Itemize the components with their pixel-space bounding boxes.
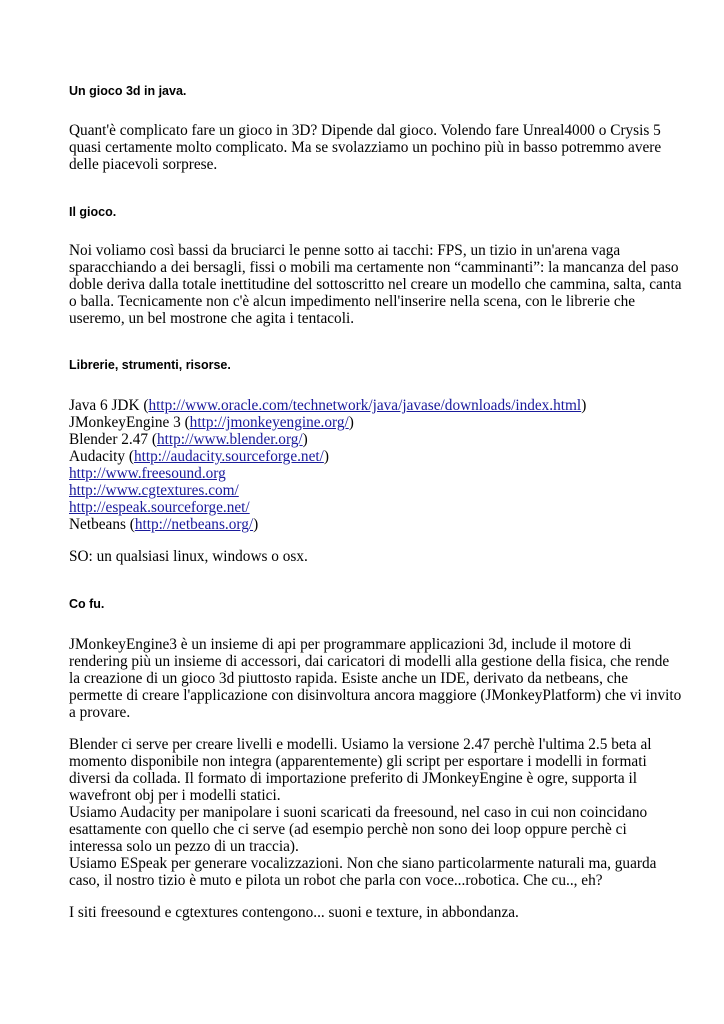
- section-heading-libraries: Librerie, strumenti, risorse.: [69, 358, 231, 372]
- resource-item: [69, 465, 669, 482]
- os-line: SO: un qualsiasi linux, windows o osx.: [69, 548, 308, 565]
- resource-item: [69, 499, 669, 516]
- intro-line: delle piacevoli sorprese.: [69, 156, 218, 173]
- intro-line: Quant'è complicato fare un gioco in 3D? Dipende dal gioco. Volendo fare Unreal4000 o Crysis 5: [69, 122, 661, 139]
- cofu-line: rendering più un insieme di accessori, dai caricatori di modelli alla gestione della fisica, che rende: [69, 653, 670, 670]
- section-heading-cofu: Co fu.: [69, 597, 105, 611]
- cofu-line: JMonkeyEngine3 è un insieme di api per programmare applicazioni 3d, include il motore di: [69, 636, 632, 653]
- resource-item: [69, 482, 669, 499]
- game-line: sparacchiando a dei bersagli, fissi o mobili ma certamente non “camminanti”: la mancanza del paso: [69, 259, 679, 276]
- cofu-line: wavefront obj per i modelli statici.: [69, 787, 281, 804]
- section-heading-game: Il gioco.: [69, 205, 117, 219]
- resources-list: [69, 397, 669, 533]
- cofu-line: esattamente con quello che ci serve (ad esempio perchè non sono dei loop oppure perchè ci: [69, 821, 627, 838]
- cofu-line: I siti freesound e cgtextures contengono... suoni e texture, in abbondanza.: [69, 904, 519, 921]
- cofu-line: a provare.: [69, 704, 131, 721]
- resource-link[interactable]: http://espeak.sourceforge.net/: [69, 499, 250, 516]
- cofu-line: momento disponibile non integra (apparentemente) gli script per esportare i modelli in formati: [69, 753, 647, 770]
- intro-paragraph: [69, 122, 669, 173]
- game-line: o balla. Tecnicamente non c'è alcun impedimento nell'inserire nella scena, con le librerie che: [69, 293, 636, 310]
- resource-item: JMonkeyEngine 3 (http://jmonkeyengine.org/): [69, 414, 354, 431]
- cofu-line: diversi da collada. Il formato di importazione preferito di JMonkeyEngine è ogre, supporta il: [69, 770, 637, 787]
- resource-item: Java 6 JDK (http://www.oracle.com/technetwork/java/javase/downloads/index.html): [69, 397, 587, 414]
- cofu-line: permette di creare l'applicazione con disinvoltura ancora maggiore (JMonkeyPlatform) che vi invito: [69, 687, 682, 704]
- cofu-line: Usiamo ESpeak per generare vocalizzazioni. Non che siano particolarmente naturali ma, guarda: [69, 855, 657, 872]
- cofu-line: interessa solo un pezzo di un traccia).: [69, 838, 299, 855]
- resource-link[interactable]: http://www.cgtextures.com/: [69, 482, 239, 499]
- resource-link[interactable]: http://www.freesound.org: [69, 465, 226, 482]
- resource-link[interactable]: http://netbeans.org/: [134, 516, 254, 533]
- cofu-line: la creazione di un gioco 3d piuttosto rapida. Esiste anche un IDE, derivato da netbeans, che: [69, 670, 628, 687]
- cofu-paragraph-1: [69, 636, 682, 721]
- game-line: useremo, un bel mostrone che agita i tentacoli.: [69, 310, 355, 327]
- resource-item: Netbeans (http://netbeans.org/): [69, 516, 259, 533]
- resource-item: Audacity (http://audacity.sourceforge.net/): [69, 448, 329, 465]
- cofu-paragraph-2: [69, 736, 669, 889]
- intro-line: quasi certamente molto complicato. Ma se svolazziamo un pochino più in basso potremmo avere: [69, 139, 662, 156]
- resource-link[interactable]: http://www.oracle.com/technetwork/java/javase/downloads/index.html: [148, 397, 582, 414]
- cofu-line: caso, il nostro tizio è muto e pilota un robot che parla con voce...robotica. Che cu.., eh?: [69, 872, 603, 889]
- game-line: Noi voliamo così bassi da bruciarci le penne sotto ai tacchi: FPS, un tizio in un'arena vaga: [69, 242, 621, 259]
- resource-item: Blender 2.47 (http://www.blender.org/): [69, 431, 308, 448]
- resource-link[interactable]: http://jmonkeyengine.org/: [189, 414, 349, 431]
- resource-link[interactable]: http://audacity.sourceforge.net/: [134, 448, 324, 465]
- cofu-paragraph-3: [69, 904, 669, 921]
- game-paragraph: [69, 242, 682, 327]
- resource-link[interactable]: http://www.blender.org/: [156, 431, 303, 448]
- document-title: Un gioco 3d in java.: [69, 84, 187, 98]
- cofu-line: Blender ci serve per creare livelli e modelli. Usiamo la versione 2.47 perchè l'ultima 2.5 beta al: [69, 736, 652, 753]
- game-line: doble deriva dalla totale inettitudine del sottoscritto nel creare un modello che cammina, salta, canta: [69, 276, 682, 293]
- cofu-line: Usiamo Audacity per manipolare i suoni scaricati da freesound, nel caso in cui non coincidano: [69, 804, 648, 821]
- os-paragraph: [69, 548, 669, 565]
